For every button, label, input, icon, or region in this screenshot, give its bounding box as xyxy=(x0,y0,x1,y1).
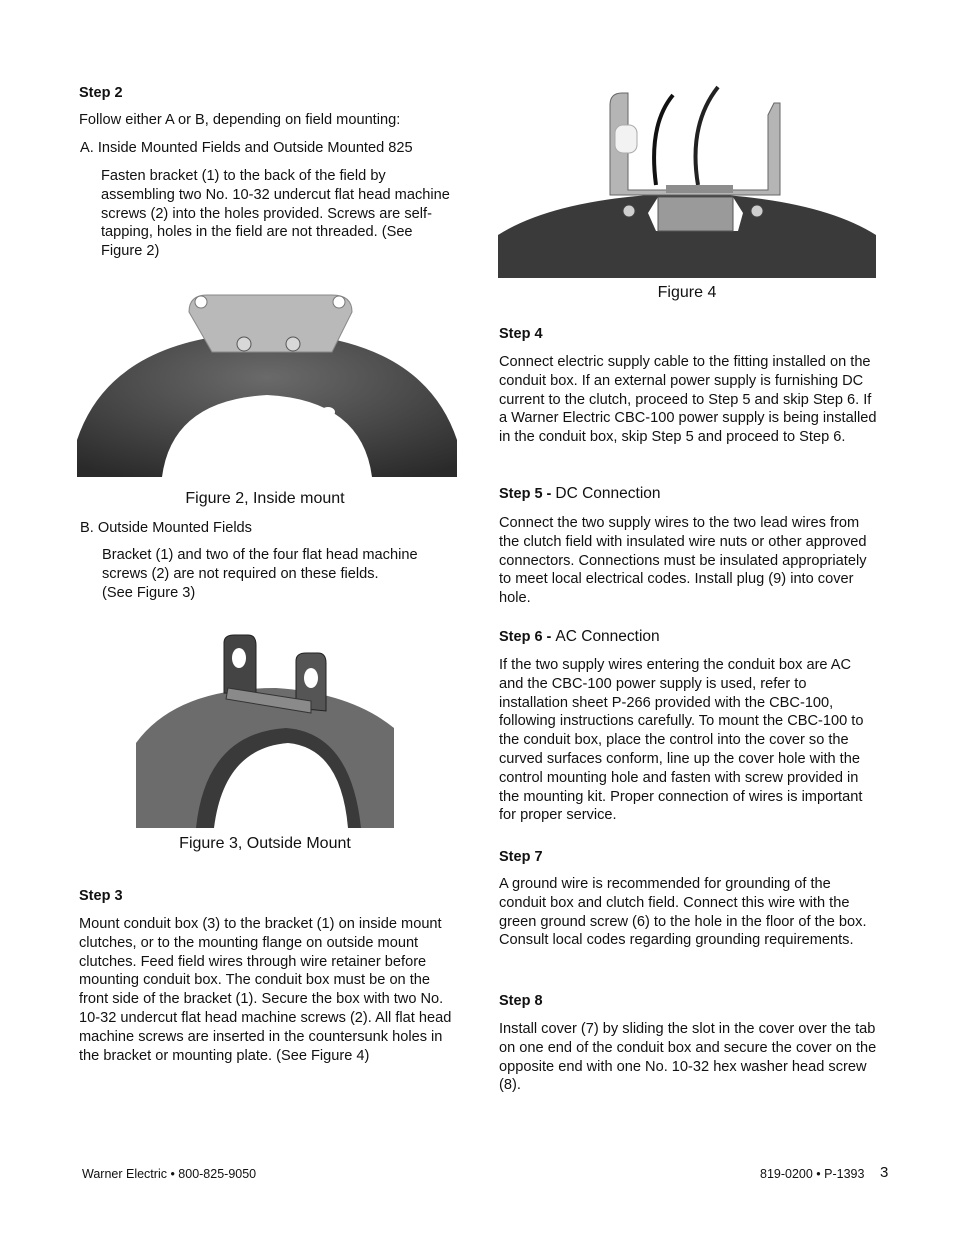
step7-text: A ground wire is recommended for grounding of the conduit box and clutch field. Connect this wire with the green ground screw (6) to the hole in the floor of the box. Consult local codes regarding grounding requirements. xyxy=(499,876,867,949)
step6-heading-label: Step 6 - xyxy=(499,629,552,645)
step2-option-b-ref: (See Figure 3) xyxy=(102,585,196,601)
figure-4-photo xyxy=(498,85,876,278)
step3-text: Mount conduit box (3) to the bracket (1) on inside mount clutches, or to the mounting flange on outside mount clutches. Feed field wires through wire retainer before mounting conduit box. The conduit box must be on the front side of the bracket (1). Secure the box with two No. 10-32 undercut flat head machine screws (2). All flat head machine screws are inserted in the countersunk holes in the bracket or mounting plate. (See Figure 4) xyxy=(79,916,452,1064)
step2-option-b-label: B. Outside Mounted Fields xyxy=(80,520,252,536)
step5-heading-label: Step 5 - xyxy=(499,486,552,502)
step4-heading: Step 4 xyxy=(499,326,543,342)
page-number: 3 xyxy=(880,1164,889,1181)
figure-3-photo xyxy=(136,633,394,828)
figure-4-caption: Figure 4 xyxy=(657,284,717,301)
step2-option-a-label: A. Inside Mounted Fields and Outside Mounted 825 xyxy=(80,140,413,156)
step8-heading: Step 8 xyxy=(499,993,543,1009)
step2-heading: Step 2 xyxy=(79,85,123,101)
step3-heading: Step 3 xyxy=(79,888,123,904)
step2-option-a-text: Fasten bracket (1) to the back of the field by assembling two No. 10-32 undercut flat head machine screws (2) into the holes provided. Screws are self-tapping, holes in the field are not threaded. (See Figure 2) xyxy=(101,168,450,260)
footer-company: Warner Electric • 800-825-9050 xyxy=(82,1167,257,1181)
step4-text: Connect electric supply cable to the fitting installed on the conduit box. If an external power supply is furnishing DC current to the clutch, proceed to Step 5 and skip Step 6. If a Warner Electric CBC-100 power supply is being installed in the conduit box, skip Step 5 and proceed to Step 6. xyxy=(499,354,877,446)
step6-heading xyxy=(499,628,660,646)
figure-3-caption: Figure 3, Outside Mount xyxy=(179,835,351,852)
step2-option-b-text: Bracket (1) and two of the four flat head machine screws (2) are not required on these fields. xyxy=(102,547,418,582)
step5-text: Connect the two supply wires to the two lead wires from the clutch field with insulated wire nuts or other approved connectors. Connections must be insulated appropriately to meet local electrical codes. Install plug (9) into cover hole. xyxy=(499,515,867,607)
step5-heading xyxy=(499,485,661,503)
step8-text: Install cover (7) by sliding the slot in the cover over the tab on one end of the conduit box and secure the cover on the opposite end with one No. 10-32 hex washer head screw (8). xyxy=(499,1021,877,1094)
step6-text: If the two supply wires entering the conduit box are AC and the CBC-100 power supply is used, refer to installation sheet P-266 provided with the CBC-100, following instructions carefully. To mount the CBC-100 to the conduit box, place the control into the cover so the curved surfaces conform, line up the cover hole with the control mounting hole and fasten with screw provided in the mounting kit. Proper connection of wires is important for proper service. xyxy=(499,657,864,824)
step6-subheading: AC Connection xyxy=(555,628,660,645)
figure-2-photo xyxy=(77,290,457,477)
step5-subheading: DC Connection xyxy=(555,485,661,502)
footer-doc-number: 819-0200 • P-1393 xyxy=(760,1167,865,1181)
figure-2-caption: Figure 2, Inside mount xyxy=(185,490,345,507)
step7-heading: Step 7 xyxy=(499,849,543,865)
step2-intro: Follow either A or B, depending on field mounting: xyxy=(79,112,401,128)
